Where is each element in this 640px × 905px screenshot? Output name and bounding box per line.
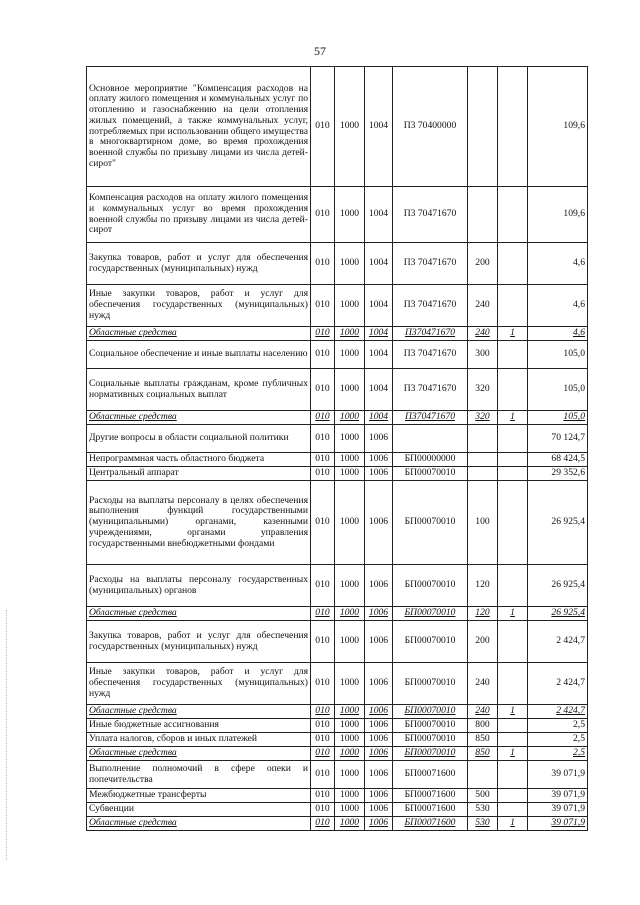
cell-ved: 010: [311, 67, 335, 187]
cell-subsection: 1006: [365, 803, 393, 817]
cell-subsection: 1004: [365, 411, 393, 425]
cell-ved: 010: [311, 761, 335, 789]
cell-subsection: 1006: [365, 607, 393, 621]
cell-source: [498, 341, 528, 369]
cell-amount: 4,6: [528, 243, 588, 285]
cell-expense-type: 320: [468, 369, 498, 411]
cell-expense-type: [468, 453, 498, 467]
table-row: [87, 565, 588, 607]
cell-section: 1000: [335, 369, 365, 411]
table-row: [87, 663, 588, 705]
cell-subsection: 1006: [365, 481, 393, 565]
cell-amount: 105,0: [528, 341, 588, 369]
budget-table-body: [87, 67, 588, 831]
cell-expense-type: 300: [468, 341, 498, 369]
cell-source: [498, 789, 528, 803]
cell-expense-type: 850: [468, 747, 498, 761]
cell-source: [498, 369, 528, 411]
cell-name: Непрограммная часть областного бюджета: [87, 453, 311, 467]
cell-ved: 010: [311, 453, 335, 467]
cell-source: [498, 733, 528, 747]
cell-expense-type: [468, 467, 498, 481]
cell-source: [498, 803, 528, 817]
table-row: [87, 453, 588, 467]
cell-name: Социальные выплаты гражданам, кроме публичных нормативных социальных выплат: [87, 369, 311, 411]
cell-expense-type: 240: [468, 285, 498, 327]
table-row: [87, 803, 588, 817]
cell-target-article: БП00070010: [393, 719, 468, 733]
cell-subsection: 1004: [365, 369, 393, 411]
cell-amount: 2 424,7: [528, 621, 588, 663]
table-row: [87, 467, 588, 481]
budget-table: [86, 66, 588, 831]
table-row: [87, 747, 588, 761]
cell-name: Выполнение полномочий в сфере опеки и попечительства: [87, 761, 311, 789]
cell-target-article: П3 70471670: [393, 369, 468, 411]
cell-section: 1000: [335, 327, 365, 341]
cell-subsection: 1006: [365, 467, 393, 481]
cell-amount: 2,5: [528, 747, 588, 761]
cell-subsection: 1004: [365, 327, 393, 341]
cell-ved: 010: [311, 411, 335, 425]
cell-amount: 2 424,7: [528, 663, 588, 705]
cell-expense-type: 120: [468, 607, 498, 621]
cell-source: [498, 565, 528, 607]
cell-name: Компенсация расходов на оплату жилого помещения и коммунальных услуг во время прохождения военной службы по призыву лицами из числа детей-сирот: [87, 187, 311, 243]
cell-subsection: 1006: [365, 425, 393, 453]
cell-subsection: 1004: [365, 341, 393, 369]
cell-source: [498, 425, 528, 453]
cell-source: [498, 481, 528, 565]
table-row: [87, 719, 588, 733]
cell-section: 1000: [335, 705, 365, 719]
cell-expense-type: 800: [468, 719, 498, 733]
cell-section: 1000: [335, 243, 365, 285]
cell-section: 1000: [335, 285, 365, 327]
cell-target-article: БП00071600: [393, 817, 468, 831]
table-row: [87, 621, 588, 663]
cell-ved: 010: [311, 243, 335, 285]
cell-expense-type: 500: [468, 789, 498, 803]
cell-ved: 010: [311, 565, 335, 607]
cell-source: [498, 467, 528, 481]
cell-expense-type: 320: [468, 411, 498, 425]
cell-expense-type: [468, 187, 498, 243]
cell-expense-type: 530: [468, 817, 498, 831]
cell-target-article: БП00071600: [393, 761, 468, 789]
cell-amount: 39 071,9: [528, 803, 588, 817]
cell-target-article: БП00000000: [393, 453, 468, 467]
cell-amount: 105,0: [528, 369, 588, 411]
table-row: [87, 243, 588, 285]
cell-expense-type: 100: [468, 481, 498, 565]
cell-section: 1000: [335, 187, 365, 243]
cell-source: [498, 719, 528, 733]
cell-subsection: 1004: [365, 67, 393, 187]
cell-name: Областные средства: [87, 747, 311, 761]
cell-amount: 2,5: [528, 719, 588, 733]
cell-name: Областные средства: [87, 607, 311, 621]
cell-ved: 010: [311, 285, 335, 327]
cell-name: Областные средства: [87, 817, 311, 831]
table-row: [87, 705, 588, 719]
cell-subsection: 1006: [365, 621, 393, 663]
cell-target-article: П3 70471670: [393, 243, 468, 285]
cell-section: 1000: [335, 453, 365, 467]
cell-section: 1000: [335, 719, 365, 733]
cell-ved: 010: [311, 327, 335, 341]
cell-subsection: 1004: [365, 243, 393, 285]
cell-expense-type: 240: [468, 705, 498, 719]
cell-ved: 010: [311, 747, 335, 761]
cell-section: 1000: [335, 761, 365, 789]
cell-ved: 010: [311, 789, 335, 803]
cell-section: 1000: [335, 467, 365, 481]
cell-section: 1000: [335, 733, 365, 747]
table-row: [87, 481, 588, 565]
cell-name: Уплата налогов, сборов и иных платежей: [87, 733, 311, 747]
cell-ved: 010: [311, 467, 335, 481]
cell-section: 1000: [335, 481, 365, 565]
cell-target-article: БП00070010: [393, 705, 468, 719]
cell-section: 1000: [335, 663, 365, 705]
cell-section: 1000: [335, 607, 365, 621]
cell-ved: 010: [311, 369, 335, 411]
cell-expense-type: 850: [468, 733, 498, 747]
cell-name: Расходы на выплаты персоналу государственных (муниципальных) органов: [87, 565, 311, 607]
cell-target-article: БП00070010: [393, 467, 468, 481]
cell-source: [498, 761, 528, 789]
cell-ved: 010: [311, 719, 335, 733]
cell-amount: 4,6: [528, 285, 588, 327]
cell-target-article: БП00070010: [393, 565, 468, 607]
cell-ved: 010: [311, 803, 335, 817]
cell-source: 1: [498, 607, 528, 621]
table-row: [87, 607, 588, 621]
cell-name: Иные закупки товаров, работ и услуг для обеспечения государственных (муниципальных) нужд: [87, 663, 311, 705]
cell-amount: 26 925,4: [528, 481, 588, 565]
cell-target-article: БП00070010: [393, 481, 468, 565]
cell-subsection: 1004: [365, 285, 393, 327]
table-row: [87, 411, 588, 425]
cell-subsection: 1006: [365, 761, 393, 789]
cell-target-article: БП00070010: [393, 747, 468, 761]
cell-ved: 010: [311, 621, 335, 663]
cell-amount: 2 424,7: [528, 705, 588, 719]
cell-section: 1000: [335, 565, 365, 607]
cell-source: 1: [498, 705, 528, 719]
table-row: [87, 327, 588, 341]
cell-ved: 010: [311, 481, 335, 565]
cell-target-article: БП00070010: [393, 621, 468, 663]
cell-target-article: П3 70471670: [393, 341, 468, 369]
cell-name: Субвенции: [87, 803, 311, 817]
cell-expense-type: [468, 761, 498, 789]
cell-subsection: 1006: [365, 733, 393, 747]
cell-amount: 39 071,9: [528, 761, 588, 789]
cell-target-article: [393, 425, 468, 453]
cell-amount: 70 124,7: [528, 425, 588, 453]
cell-target-article: П370471670: [393, 327, 468, 341]
cell-name: Другие вопросы в области социальной политики: [87, 425, 311, 453]
cell-amount: 105,0: [528, 411, 588, 425]
cell-amount: 39 071,9: [528, 817, 588, 831]
cell-amount: 2,5: [528, 733, 588, 747]
cell-name: Закупка товаров, работ и услуг для обеспечения государственных (муниципальных) нужд: [87, 243, 311, 285]
cell-name: Расходы на выплаты персоналу в целях обеспечения выполнения функций государственными (муниципальными) органами, казенными учреждениями, органами управления государственными внебюджетными фондами: [87, 481, 311, 565]
cell-expense-type: 200: [468, 243, 498, 285]
cell-source: [498, 621, 528, 663]
cell-expense-type: 240: [468, 327, 498, 341]
cell-amount: 29 352,6: [528, 467, 588, 481]
cell-expense-type: [468, 425, 498, 453]
cell-amount: 26 925,4: [528, 565, 588, 607]
cell-subsection: 1006: [365, 705, 393, 719]
table-row: [87, 341, 588, 369]
cell-amount: 26 925,4: [528, 607, 588, 621]
cell-target-article: П370471670: [393, 411, 468, 425]
cell-subsection: 1006: [365, 747, 393, 761]
cell-section: 1000: [335, 425, 365, 453]
cell-target-article: БП00071600: [393, 789, 468, 803]
cell-source: [498, 285, 528, 327]
cell-name: Центральный аппарат: [87, 467, 311, 481]
cell-ved: 010: [311, 341, 335, 369]
cell-name: Иные закупки товаров, работ и услуг для обеспечения государственных (муниципальных) нужд: [87, 285, 311, 327]
cell-section: 1000: [335, 67, 365, 187]
table-row: [87, 789, 588, 803]
cell-name: Иные бюджетные ассигнования: [87, 719, 311, 733]
cell-expense-type: 200: [468, 621, 498, 663]
table-row: [87, 187, 588, 243]
cell-section: 1000: [335, 411, 365, 425]
cell-source: 1: [498, 327, 528, 341]
table-row: [87, 733, 588, 747]
cell-ved: 010: [311, 705, 335, 719]
cell-target-article: БП00070010: [393, 663, 468, 705]
cell-source: [498, 243, 528, 285]
cell-source: [498, 453, 528, 467]
cell-source: 1: [498, 817, 528, 831]
cell-source: [498, 663, 528, 705]
cell-subsection: 1006: [365, 817, 393, 831]
cell-amount: 4,6: [528, 327, 588, 341]
cell-target-article: БП00070010: [393, 733, 468, 747]
cell-name: Основное мероприятие "Компенсация расходов на оплату жилого помещения и коммунальных услуг по отоплению и газоснабжению на цели отопления жилых помещений, а также коммунальных услуг, потребляемых при использовании общего имущества в многоквартирном доме, во время прохождения военной службы по призыву лицами из числа детей-сирот": [87, 67, 311, 187]
cell-ved: 010: [311, 733, 335, 747]
cell-target-article: П3 70471670: [393, 285, 468, 327]
cell-section: 1000: [335, 803, 365, 817]
cell-source: [498, 187, 528, 243]
cell-section: 1000: [335, 341, 365, 369]
margin-dots: [6, 610, 11, 860]
cell-name: Межбюджетные трансферты: [87, 789, 311, 803]
cell-ved: 010: [311, 425, 335, 453]
cell-name: Социальное обеспечение и иные выплаты населению: [87, 341, 311, 369]
cell-name: Областные средства: [87, 411, 311, 425]
cell-name: Закупка товаров, работ и услуг для обеспечения государственных (муниципальных) нужд: [87, 621, 311, 663]
cell-amount: 109,6: [528, 187, 588, 243]
cell-subsection: 1004: [365, 187, 393, 243]
table-row: [87, 67, 588, 187]
cell-subsection: 1006: [365, 565, 393, 607]
table-row: [87, 761, 588, 789]
cell-amount: 68 424,5: [528, 453, 588, 467]
cell-target-article: П3 70400000: [393, 67, 468, 187]
cell-ved: 010: [311, 663, 335, 705]
cell-subsection: 1006: [365, 719, 393, 733]
table-row: [87, 369, 588, 411]
cell-name: Областные средства: [87, 327, 311, 341]
cell-source: [498, 67, 528, 187]
page-number: 57: [314, 44, 326, 58]
cell-ved: 010: [311, 607, 335, 621]
cell-expense-type: 530: [468, 803, 498, 817]
cell-expense-type: [468, 67, 498, 187]
cell-subsection: 1006: [365, 789, 393, 803]
cell-amount: 39 071,9: [528, 789, 588, 803]
cell-ved: 010: [311, 187, 335, 243]
cell-name: Областные средства: [87, 705, 311, 719]
cell-section: 1000: [335, 621, 365, 663]
table-row: [87, 817, 588, 831]
cell-target-article: П3 70471670: [393, 187, 468, 243]
table-row: [87, 285, 588, 327]
cell-amount: 109,6: [528, 67, 588, 187]
cell-subsection: 1006: [365, 453, 393, 467]
cell-section: 1000: [335, 817, 365, 831]
cell-target-article: БП00071600: [393, 803, 468, 817]
cell-expense-type: 240: [468, 663, 498, 705]
cell-section: 1000: [335, 747, 365, 761]
cell-section: 1000: [335, 789, 365, 803]
cell-subsection: 1006: [365, 663, 393, 705]
cell-ved: 010: [311, 817, 335, 831]
cell-expense-type: 120: [468, 565, 498, 607]
cell-target-article: БП00070010: [393, 607, 468, 621]
cell-source: 1: [498, 747, 528, 761]
cell-source: 1: [498, 411, 528, 425]
table-row: [87, 425, 588, 453]
